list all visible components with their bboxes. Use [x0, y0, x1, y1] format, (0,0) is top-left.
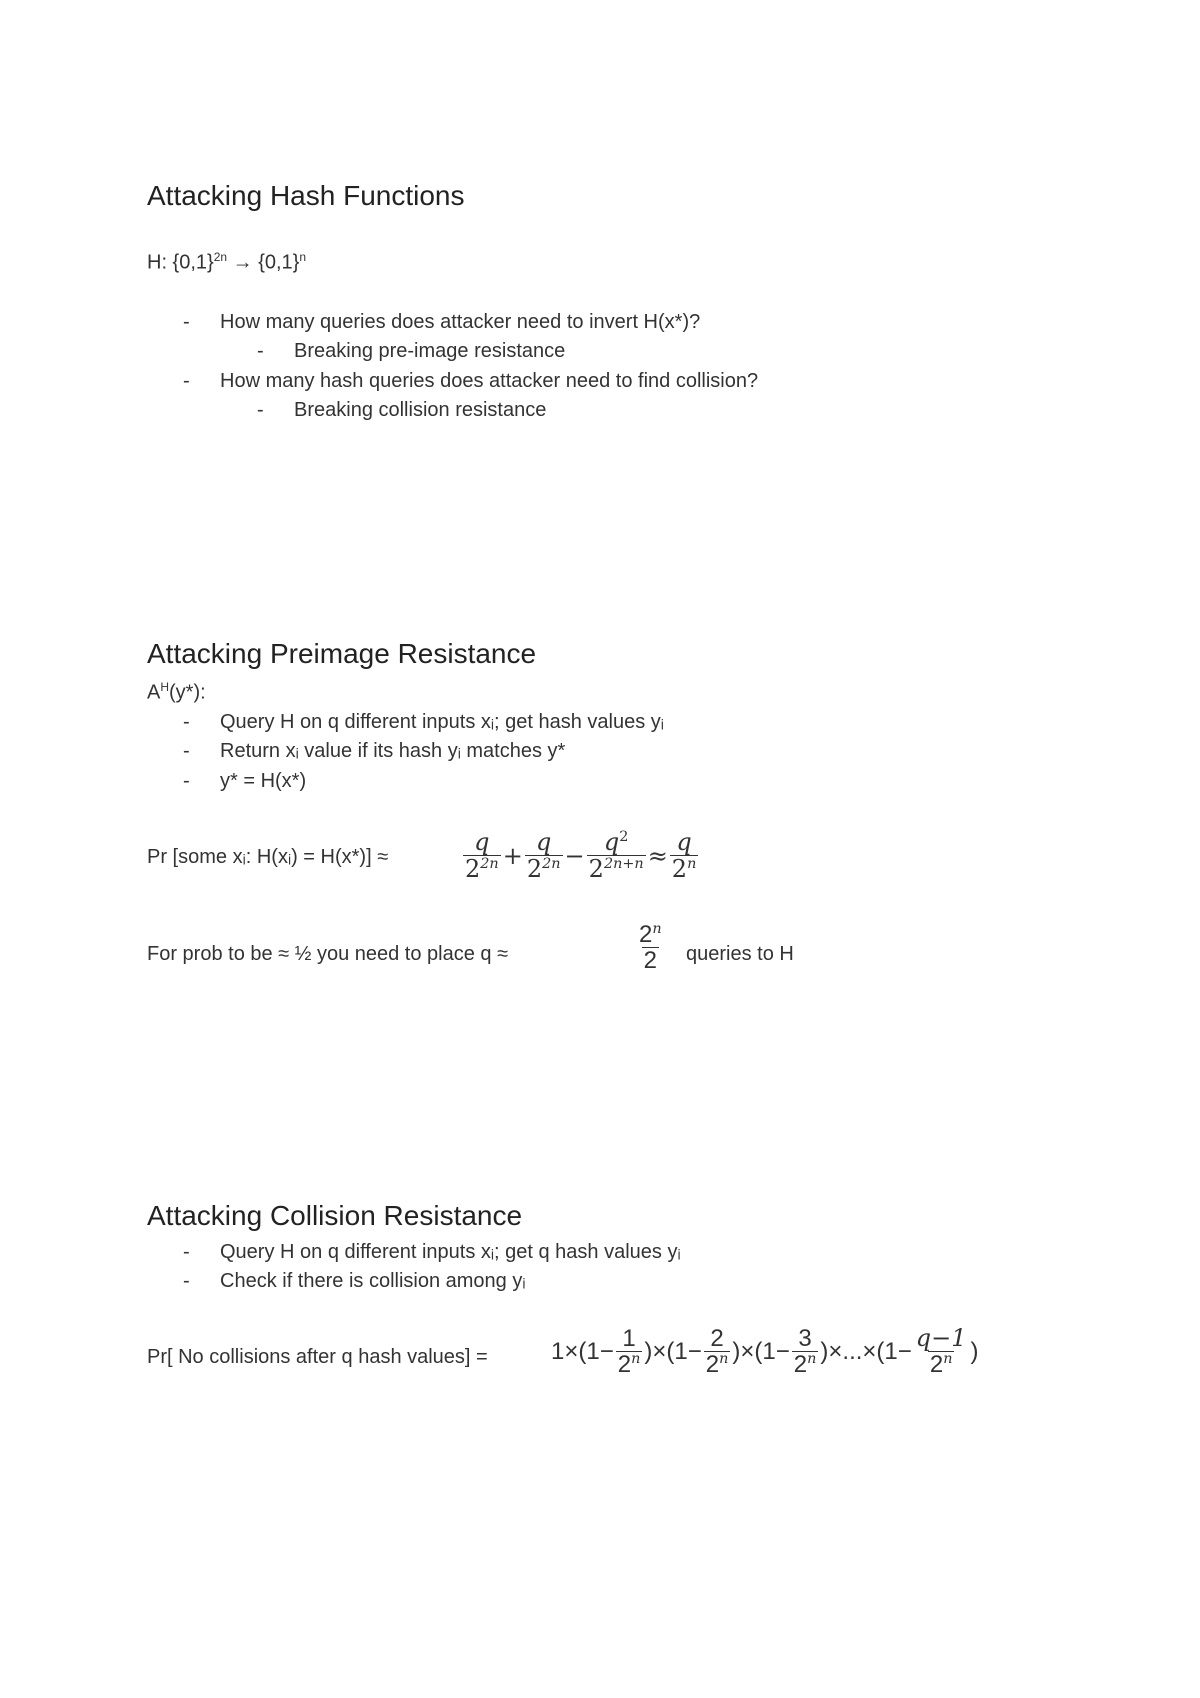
bullet-dash: -	[183, 311, 190, 333]
list-item: y* = H(x*)	[220, 770, 307, 792]
fraction: $\frac{q}{2^n}$	[671, 828, 697, 884]
bullet-dash: -	[183, 370, 190, 392]
probability-formula: $\frac{q}{2^{2n}}$ + $\frac{q}{2^{2n}}$ − $\frac{q^2}{2^{2n+n}}$ ≈ $\frac{q}{2^n}$	[465, 828, 697, 884]
section-title-collision: Attacking Collision Resistance	[147, 1200, 523, 1231]
bullet-dash: -	[257, 340, 264, 362]
fraction: $\frac{3}{2^n}$	[793, 1325, 817, 1379]
fraction: $\frac{2}{2^n}$	[705, 1325, 729, 1379]
list-item: How many hash queries does attacker need to find collision?	[220, 370, 759, 392]
list-item: Return xᵢ value if its hash yᵢ matches y*	[220, 740, 566, 762]
list-item: How many queries does attacker need to invert H(x*)?	[220, 311, 701, 333]
bullet-dash: -	[183, 1270, 190, 1292]
fraction: $\frac{q}{2^{2n}}$	[526, 828, 561, 884]
fraction: $\frac{q^2}{2^{2n+n}}$	[588, 828, 644, 884]
list-item: Check if there is collision among yᵢ	[220, 1270, 526, 1292]
half-probability-suffix: queries to H	[686, 943, 794, 965]
bullet-dash: -	[183, 1241, 190, 1263]
half-probability-fraction: $\frac{2^n}{2}$	[639, 921, 662, 975]
list-item: Query H on q different inputs xᵢ; get q hash values yᵢ	[220, 1241, 681, 1263]
section-title-preimage: Attacking Preimage Resistance	[147, 638, 537, 669]
fraction: $\frac{1}{2^n}$	[617, 1325, 641, 1379]
no-collision-product: 1×(1− $\frac{1}{2^n}$ )×(1− $\frac{2}{2^n}$ )×(1− $\frac{3}{2^n}$ )×...×(1− $\frac{q-1}{2^n}$ )	[551, 1324, 979, 1379]
fraction: $\frac{q}{2^{2n}}$	[465, 828, 499, 884]
half-probability-label: For prob to be ≈ ½ you need to place q ≈	[147, 943, 509, 965]
sub-list-item: Breaking pre-image resistance	[294, 340, 566, 362]
list-item: Query H on q different inputs xᵢ; get hash values yᵢ	[220, 711, 664, 733]
hash-definition: H: $\{0,1\}^{2n} \to \{0,1\}^n$	[147, 250, 307, 274]
bullet-dash: -	[183, 770, 190, 792]
bullet-dash: -	[183, 711, 190, 733]
no-collision-label: Pr[ No collisions after q hash values] =	[147, 1346, 488, 1368]
sub-list-item: Breaking collision resistance	[294, 399, 547, 421]
probability-label: Pr [some xᵢ: H(xᵢ) = H(x*)] ≈	[147, 846, 389, 868]
fraction: $\frac{q-1}{2^n}$	[915, 1324, 967, 1379]
algorithm-label: $A^H(y*)$:	[147, 680, 206, 704]
bullet-dash: -	[257, 399, 264, 421]
bullet-dash: -	[183, 740, 190, 762]
section-title-hash-functions: Attacking Hash Functions	[147, 180, 465, 211]
